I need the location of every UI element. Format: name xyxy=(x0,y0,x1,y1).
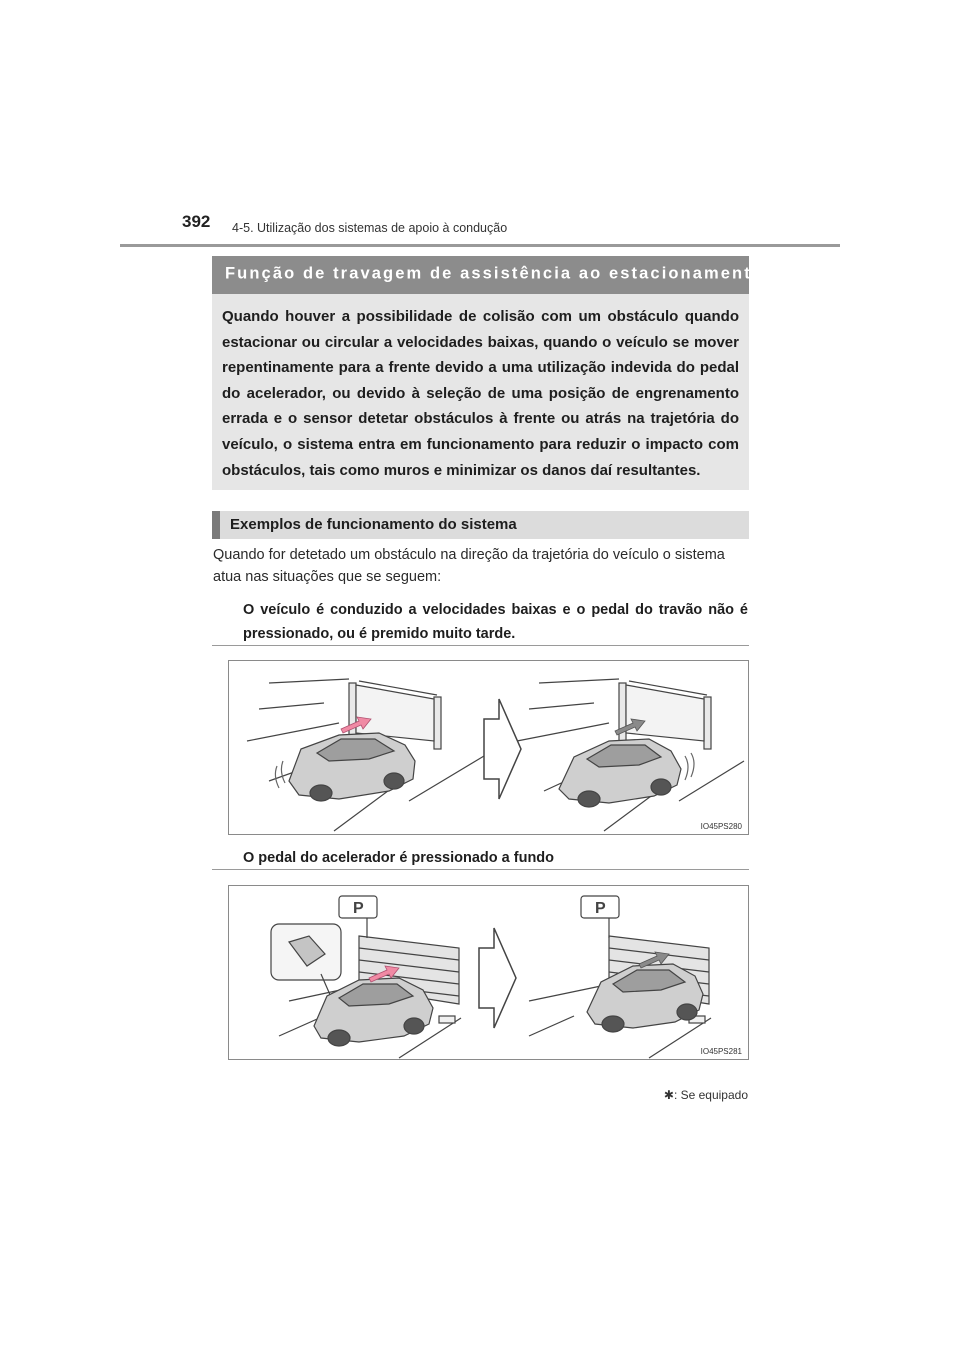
figure-1-illustration xyxy=(229,661,748,834)
svg-text:P: P xyxy=(353,900,364,917)
page-number: 392 xyxy=(182,212,211,231)
intro-box xyxy=(212,294,749,490)
body-paragraph: Quando for detetado um obstáculo na direção da trajetória do veículo o sistema atua nas situações que se seguem: xyxy=(213,547,725,585)
footnote-mark: ✱ xyxy=(663,1088,674,1102)
chapter-title: 4-5. Utilização dos sistemas de apoio à condução xyxy=(232,221,508,235)
case-2-text: O pedal do acelerador é pressionado a fundo xyxy=(243,850,555,866)
section-title xyxy=(225,264,768,284)
equipped-mark: * xyxy=(764,262,768,273)
figure-2-illustration xyxy=(229,886,748,1059)
footnote-text: : Se equipado xyxy=(673,1088,748,1102)
svg-text:P: P xyxy=(595,900,606,917)
case-1-text: O veículo é conduzido a velocidades baixas e o pedal do travão não é pressionado, ou é premido muito tarde. xyxy=(243,602,748,642)
case-1-rule xyxy=(212,645,749,646)
subsection-title: Exemplos de funcionamento do sistema xyxy=(230,516,517,533)
intro-text: Quando houver a possibilidade de colisão com um obstáculo quando estacionar ou circular a velocidades baixas, quando o veículo se mover repentinamente para a frente devido a uma utilização indevida do pedal do acelerador, ou devido à seleção de uma posição de engrenamento errada e o sensor detetar obstáculos à frente ou atrás na trajetória do veículo, o sistema entra em funcionamento para reduzir o impacto com obstáculos, tais como muros e minimizar os danos daí resultantes. xyxy=(222,308,739,479)
section-heading xyxy=(212,256,768,294)
case-2-rule xyxy=(212,869,749,870)
figure-accelerator-full xyxy=(228,885,749,1060)
figure-brake-late xyxy=(228,660,749,835)
figure-1-code: IO45PS280 xyxy=(700,822,742,831)
header-rule xyxy=(120,244,840,247)
footnote xyxy=(664,1088,748,1102)
figure-2-code: IO45PS281 xyxy=(700,1047,742,1056)
section-title-text: Função de travagem de assistência ao estacionamento xyxy=(225,264,765,283)
subsection-heading xyxy=(212,511,749,539)
